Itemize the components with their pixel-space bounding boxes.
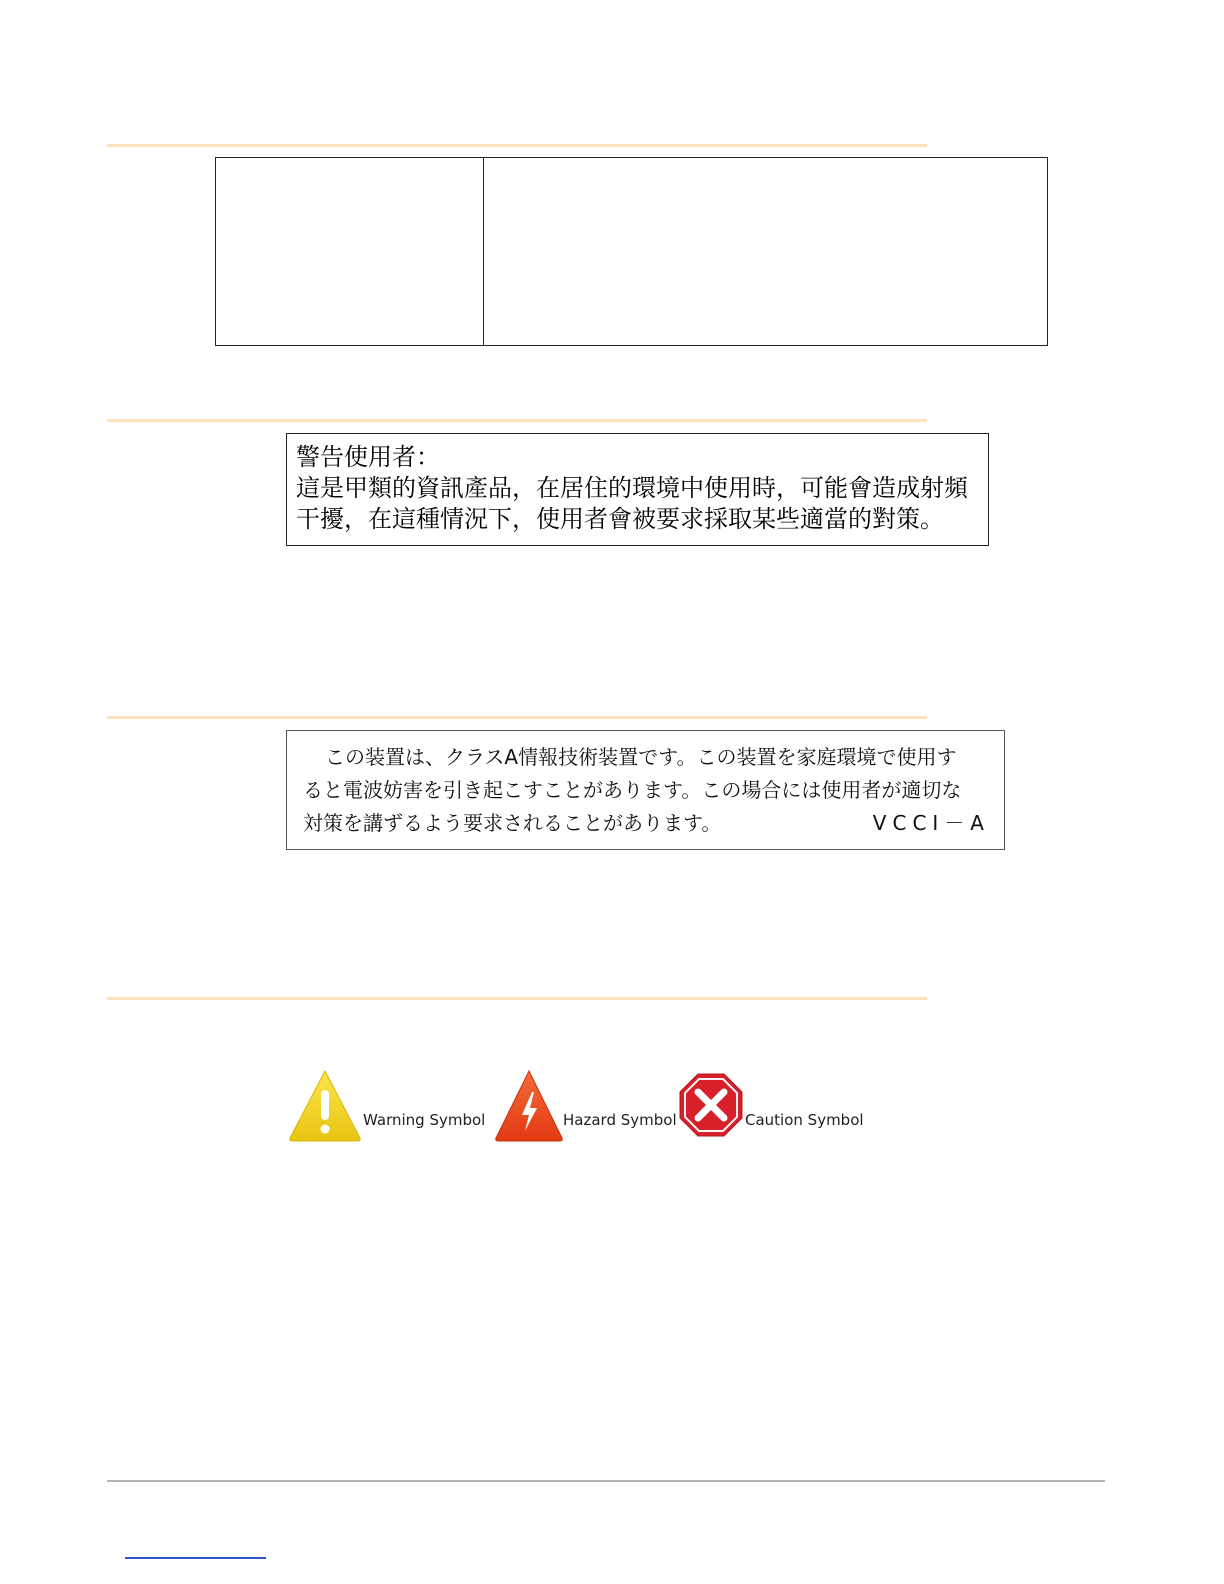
vcci-mark: VCCI－A: [872, 811, 990, 835]
section-divider: [107, 716, 927, 719]
footer-link-underline[interactable]: [125, 1557, 266, 1559]
taiwan-bsmi-warning-box: [286, 433, 989, 546]
warning-symbol-label: Warning Symbol: [363, 1111, 486, 1129]
notice-text-line: ると電波妨害を引き起こすことがあります。この場合には使用者が適切な: [303, 778, 962, 802]
warning-heading: 警告使用者：: [296, 443, 440, 471]
section-divider: [107, 997, 927, 1000]
warning-icon: [288, 1068, 362, 1146]
table-cell: [484, 158, 1047, 345]
table-cell: [216, 158, 484, 345]
safety-symbols-legend: [288, 1068, 888, 1144]
warning-text-line: 干擾，在這種情況下，使用者會被要求採取某些適當的對策。: [296, 505, 944, 533]
notice-text: 対策を講ずるよう要求されることがあります。: [303, 811, 722, 835]
notice-text-line: この装置は、クラスA情報技術装置です。この装置を家庭環境で使用す: [325, 745, 957, 769]
caution-symbol-label: Caution Symbol: [745, 1111, 864, 1129]
warning-text-line: 這是甲類的資訊產品，在居住的環境中使用時，可能會造成射頻: [296, 474, 968, 502]
japan-vcci-notice-box: [286, 730, 1005, 850]
section-divider: [107, 419, 927, 422]
hazard-icon: [494, 1068, 564, 1146]
notice-text-line: [303, 807, 990, 840]
caution-icon: [678, 1072, 744, 1142]
empty-table: [215, 157, 1048, 346]
section-divider: [107, 144, 927, 147]
footer-divider: [107, 1480, 1105, 1482]
hazard-symbol-label: Hazard Symbol: [563, 1111, 677, 1129]
